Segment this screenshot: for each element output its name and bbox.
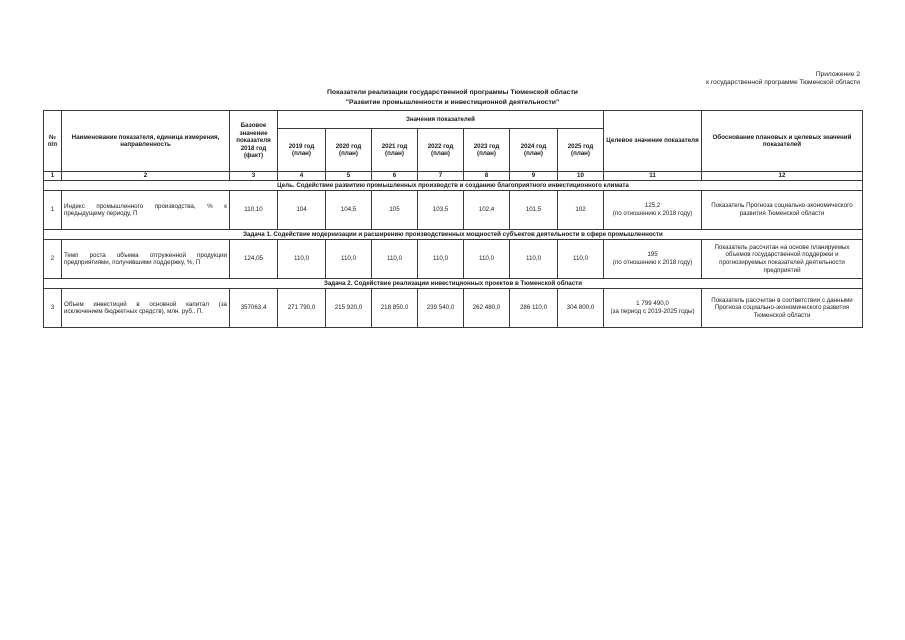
col-header-2019: 2019 год (план) [278, 129, 326, 172]
basis-text: Показатель рассчитан в соответствии с данными Прогноза социально-экономического развития Тюменской области [702, 289, 863, 328]
value-2025: 304 800,0 [558, 289, 604, 328]
col-number: 6 [372, 172, 418, 181]
col-number: 12 [702, 172, 863, 181]
col-number: 10 [558, 172, 604, 181]
indicator-name: Объем инвестиций в основной капитал (за исключением бюджетных средств), млн. руб., П. [62, 289, 230, 328]
col-header-name: Наименование показателя, единица измерения, направленность [62, 111, 230, 172]
basis-text: Показатель рассчитан на основе планируемых объемов государственной поддержки и прогнозируемых показателей деятельности предприятий [702, 240, 863, 279]
value-2024: 101,5 [510, 191, 558, 230]
title-line-2: "Развитие промышленности и инвестиционной деятельности" [345, 98, 560, 106]
row-number: 2 [44, 240, 62, 279]
value-2023: 262 480,0 [464, 289, 510, 328]
col-number: 2 [62, 172, 230, 181]
section-heading-row [44, 279, 863, 289]
title-line-1: Показатели реализации государственной программы Тюменской области [327, 89, 578, 96]
col-header-basis: Обоснование плановых и целевых значений показателей [702, 111, 863, 172]
appendix-line-1: Приложение 2 [815, 71, 860, 78]
base-value: 124,05 [230, 240, 278, 279]
value-2022: 110,0 [418, 240, 464, 279]
target-value: 125,2 [644, 202, 661, 210]
col-header-base: Базовое значение показателя 2018 год (факт) [230, 111, 278, 172]
appendix-note [706, 71, 860, 87]
col-number: 9 [510, 172, 558, 181]
col-number: 11 [604, 172, 702, 181]
target-value-cell [604, 191, 702, 230]
target-note: (по отношению к 2018 году) [612, 210, 693, 217]
section-heading-row [44, 230, 863, 240]
target-value-cell [604, 240, 702, 279]
table-row [44, 240, 863, 279]
row-number: 1 [44, 191, 62, 230]
col-number: 4 [278, 172, 326, 181]
col-number: 3 [230, 172, 278, 181]
target-value: 195 [647, 251, 658, 259]
col-header-2024: 2024 год (план) [510, 129, 558, 172]
base-value: 357063,4 [230, 289, 278, 328]
col-header-2023: 2023 год (план) [464, 129, 510, 172]
col-header-2020: 2020 год (план) [326, 129, 372, 172]
value-2019: 104 [278, 191, 326, 230]
indicator-name: Индекс промышленного производства, % к предыдущему периоду, П [62, 191, 230, 230]
table-row [44, 289, 863, 328]
col-number: 7 [418, 172, 464, 181]
value-2024: 286 110,0 [510, 289, 558, 328]
col-header-values-group: Значения показателей [278, 111, 604, 129]
col-header-2025: 2025 год (план) [558, 129, 604, 172]
col-number: 1 [44, 172, 62, 181]
section-heading-row [44, 181, 863, 191]
document-title [0, 88, 905, 107]
value-2019: 271 790,0 [278, 289, 326, 328]
value-2024: 110,0 [510, 240, 558, 279]
target-note: (за период с 2019-2025 годы) [610, 308, 695, 315]
indicator-name: Темп роста объема отгруженной продукции предприятиями, получившими поддержку, %, П [62, 240, 230, 279]
section-heading: Цель. Содействие развитию промышленных производств и созданию благоприятного инвестиционного климата [44, 181, 863, 191]
row-number: 3 [44, 289, 62, 328]
value-2022: 239 540,0 [418, 289, 464, 328]
col-header-target: Целевое значение показателя [604, 111, 702, 172]
value-2020: 215 920,0 [326, 289, 372, 328]
column-number-row [44, 172, 863, 181]
col-header-2022: 2022 год (план) [418, 129, 464, 172]
value-2023: 102,4 [464, 191, 510, 230]
col-number: 8 [464, 172, 510, 181]
section-heading: Задача 1. Содействие модернизации и расширению производственных мощностей субъектов деятельности в сфере промышленности [44, 230, 863, 240]
col-number: 5 [326, 172, 372, 181]
value-2019: 110,0 [278, 240, 326, 279]
col-header-2021: 2021 год (план) [372, 129, 418, 172]
value-2025: 110,0 [558, 240, 604, 279]
value-2021: 110,0 [372, 240, 418, 279]
value-2021: 218 850,0 [372, 289, 418, 328]
section-heading: Задача 2. Содействие реализации инвестиционных проектов в Тюменской области [44, 279, 863, 289]
table-row [44, 191, 863, 230]
value-2020: 110,0 [326, 240, 372, 279]
indicators-table [43, 110, 863, 328]
value-2022: 103,5 [418, 191, 464, 230]
basis-text: Показатель Прогноза социально-экономического развития Тюменской области [702, 191, 863, 230]
base-value: 110,10 [230, 191, 278, 230]
appendix-line-2: к государственной программе Тюменской области [706, 79, 860, 87]
col-header-num: № п/п [44, 111, 62, 172]
value-2023: 110,0 [464, 240, 510, 279]
value-2025: 102 [558, 191, 604, 230]
value-2021: 105 [372, 191, 418, 230]
target-note: (по отношению к 2018 году) [612, 259, 693, 266]
value-2020: 104,5 [326, 191, 372, 230]
target-value: 1 799 490,0 [636, 300, 669, 308]
target-value-cell [604, 289, 702, 328]
